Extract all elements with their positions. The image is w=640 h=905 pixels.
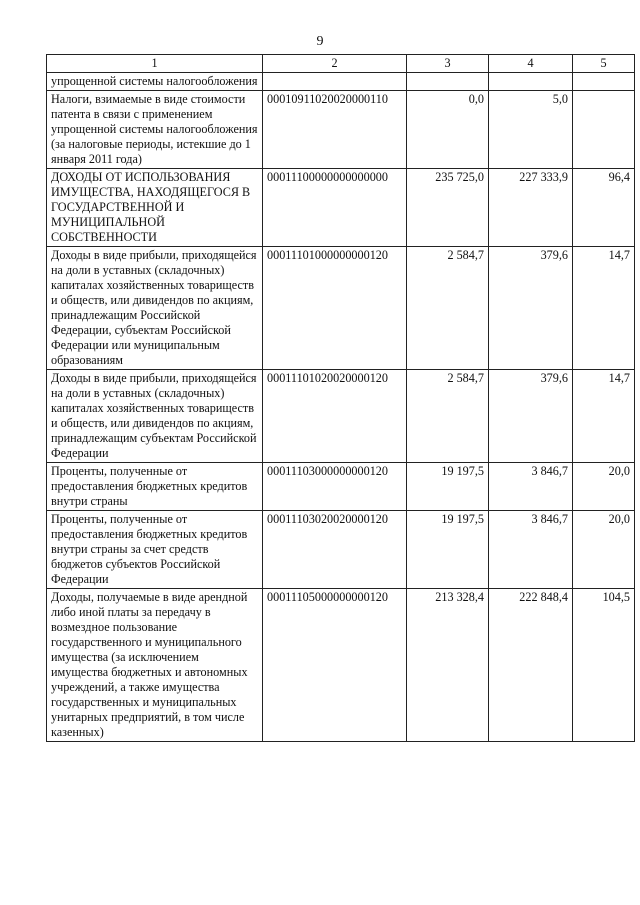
row-name: Доходы в виде прибыли, приходящейся на доли в уставных (складочных) капиталах хозяйственных товариществ и обществ, или дивидендов по акциям, принадлежащим субъектам Российской Федерации bbox=[47, 370, 263, 463]
row-value-5: 14,7 bbox=[573, 247, 635, 370]
row-value-5: 20,0 bbox=[573, 511, 635, 589]
row-name: ДОХОДЫ ОТ ИСПОЛЬЗОВАНИЯ ИМУЩЕСТВА, НАХОДЯЩЕГОСЯ В ГОСУДАРСТВЕННОЙ И МУНИЦИПАЛЬНОЙ СОБСТВЕННОСТИ bbox=[47, 169, 263, 247]
row-code: 00011100000000000000 bbox=[263, 169, 407, 247]
row-value-4: 379,6 bbox=[489, 370, 573, 463]
table-row bbox=[47, 73, 635, 91]
row-name: Налоги, взимаемые в виде стоимости патента в связи с применением упрощенной системы налогообложения (за налоговые периоды, истекшие до 1 января 2011 года) bbox=[47, 91, 263, 169]
page-number: 9 bbox=[316, 34, 324, 49]
row-name: упрощенной системы налогообложения bbox=[47, 73, 263, 91]
column-header-3: 3 bbox=[407, 55, 489, 73]
row-value-3 bbox=[407, 73, 489, 91]
revenue-table bbox=[46, 54, 635, 742]
row-value-4: 3 846,7 bbox=[489, 463, 573, 511]
row-code: 00011105000000000120 bbox=[263, 589, 407, 742]
column-header-2: 2 bbox=[263, 55, 407, 73]
row-name: Проценты, полученные от предоставления бюджетных кредитов внутри страны bbox=[47, 463, 263, 511]
column-header-5: 5 bbox=[573, 55, 635, 73]
row-code: 00010911020020000110 bbox=[263, 91, 407, 169]
row-name: Проценты, полученные от предоставления бюджетных кредитов внутри страны за счет средств бюджетов субъектов Российской Федерации bbox=[47, 511, 263, 589]
row-code: 00011101000000000120 bbox=[263, 247, 407, 370]
row-value-5 bbox=[573, 73, 635, 91]
table-row bbox=[47, 247, 635, 370]
row-name: Доходы, получаемые в виде арендной либо иной платы за передачу в возмездное пользование государственного и муниципального имущества (за исключением имущества бюджетных и автономных учреждений, а также имущества государственных и муниципальных унитарных предприятий, в том числе казенных) bbox=[47, 589, 263, 742]
row-value-5 bbox=[573, 91, 635, 169]
row-value-3: 213 328,4 bbox=[407, 589, 489, 742]
row-value-5: 96,4 bbox=[573, 169, 635, 247]
row-value-3: 0,0 bbox=[407, 91, 489, 169]
row-value-5: 14,7 bbox=[573, 370, 635, 463]
table-row bbox=[47, 370, 635, 463]
row-code: 00011103020020000120 bbox=[263, 511, 407, 589]
row-value-3: 2 584,7 bbox=[407, 247, 489, 370]
row-code: 00011103000000000120 bbox=[263, 463, 407, 511]
row-value-3: 2 584,7 bbox=[407, 370, 489, 463]
row-value-3: 19 197,5 bbox=[407, 511, 489, 589]
table-row bbox=[47, 511, 635, 589]
column-header-1: 1 bbox=[47, 55, 263, 73]
row-value-4 bbox=[489, 73, 573, 91]
row-value-3: 235 725,0 bbox=[407, 169, 489, 247]
table-row bbox=[47, 91, 635, 169]
row-code: 00011101020020000120 bbox=[263, 370, 407, 463]
row-value-3: 19 197,5 bbox=[407, 463, 489, 511]
row-value-4: 227 333,9 bbox=[489, 169, 573, 247]
row-name: Доходы в виде прибыли, приходящейся на доли в уставных (складочных) капиталах хозяйственных товариществ и обществ, или дивидендов по акциям, принадлежащим Российской Федерации, субъектам Российской Федерации или муниципальным образованиям bbox=[47, 247, 263, 370]
column-number-row bbox=[47, 55, 635, 73]
row-value-5: 104,5 bbox=[573, 589, 635, 742]
table-row bbox=[47, 463, 635, 511]
row-value-5: 20,0 bbox=[573, 463, 635, 511]
row-value-4: 3 846,7 bbox=[489, 511, 573, 589]
row-value-4: 5,0 bbox=[489, 91, 573, 169]
row-value-4: 222 848,4 bbox=[489, 589, 573, 742]
column-header-4: 4 bbox=[489, 55, 573, 73]
row-value-4: 379,6 bbox=[489, 247, 573, 370]
table-row bbox=[47, 169, 635, 247]
row-code bbox=[263, 73, 407, 91]
table-row bbox=[47, 589, 635, 742]
